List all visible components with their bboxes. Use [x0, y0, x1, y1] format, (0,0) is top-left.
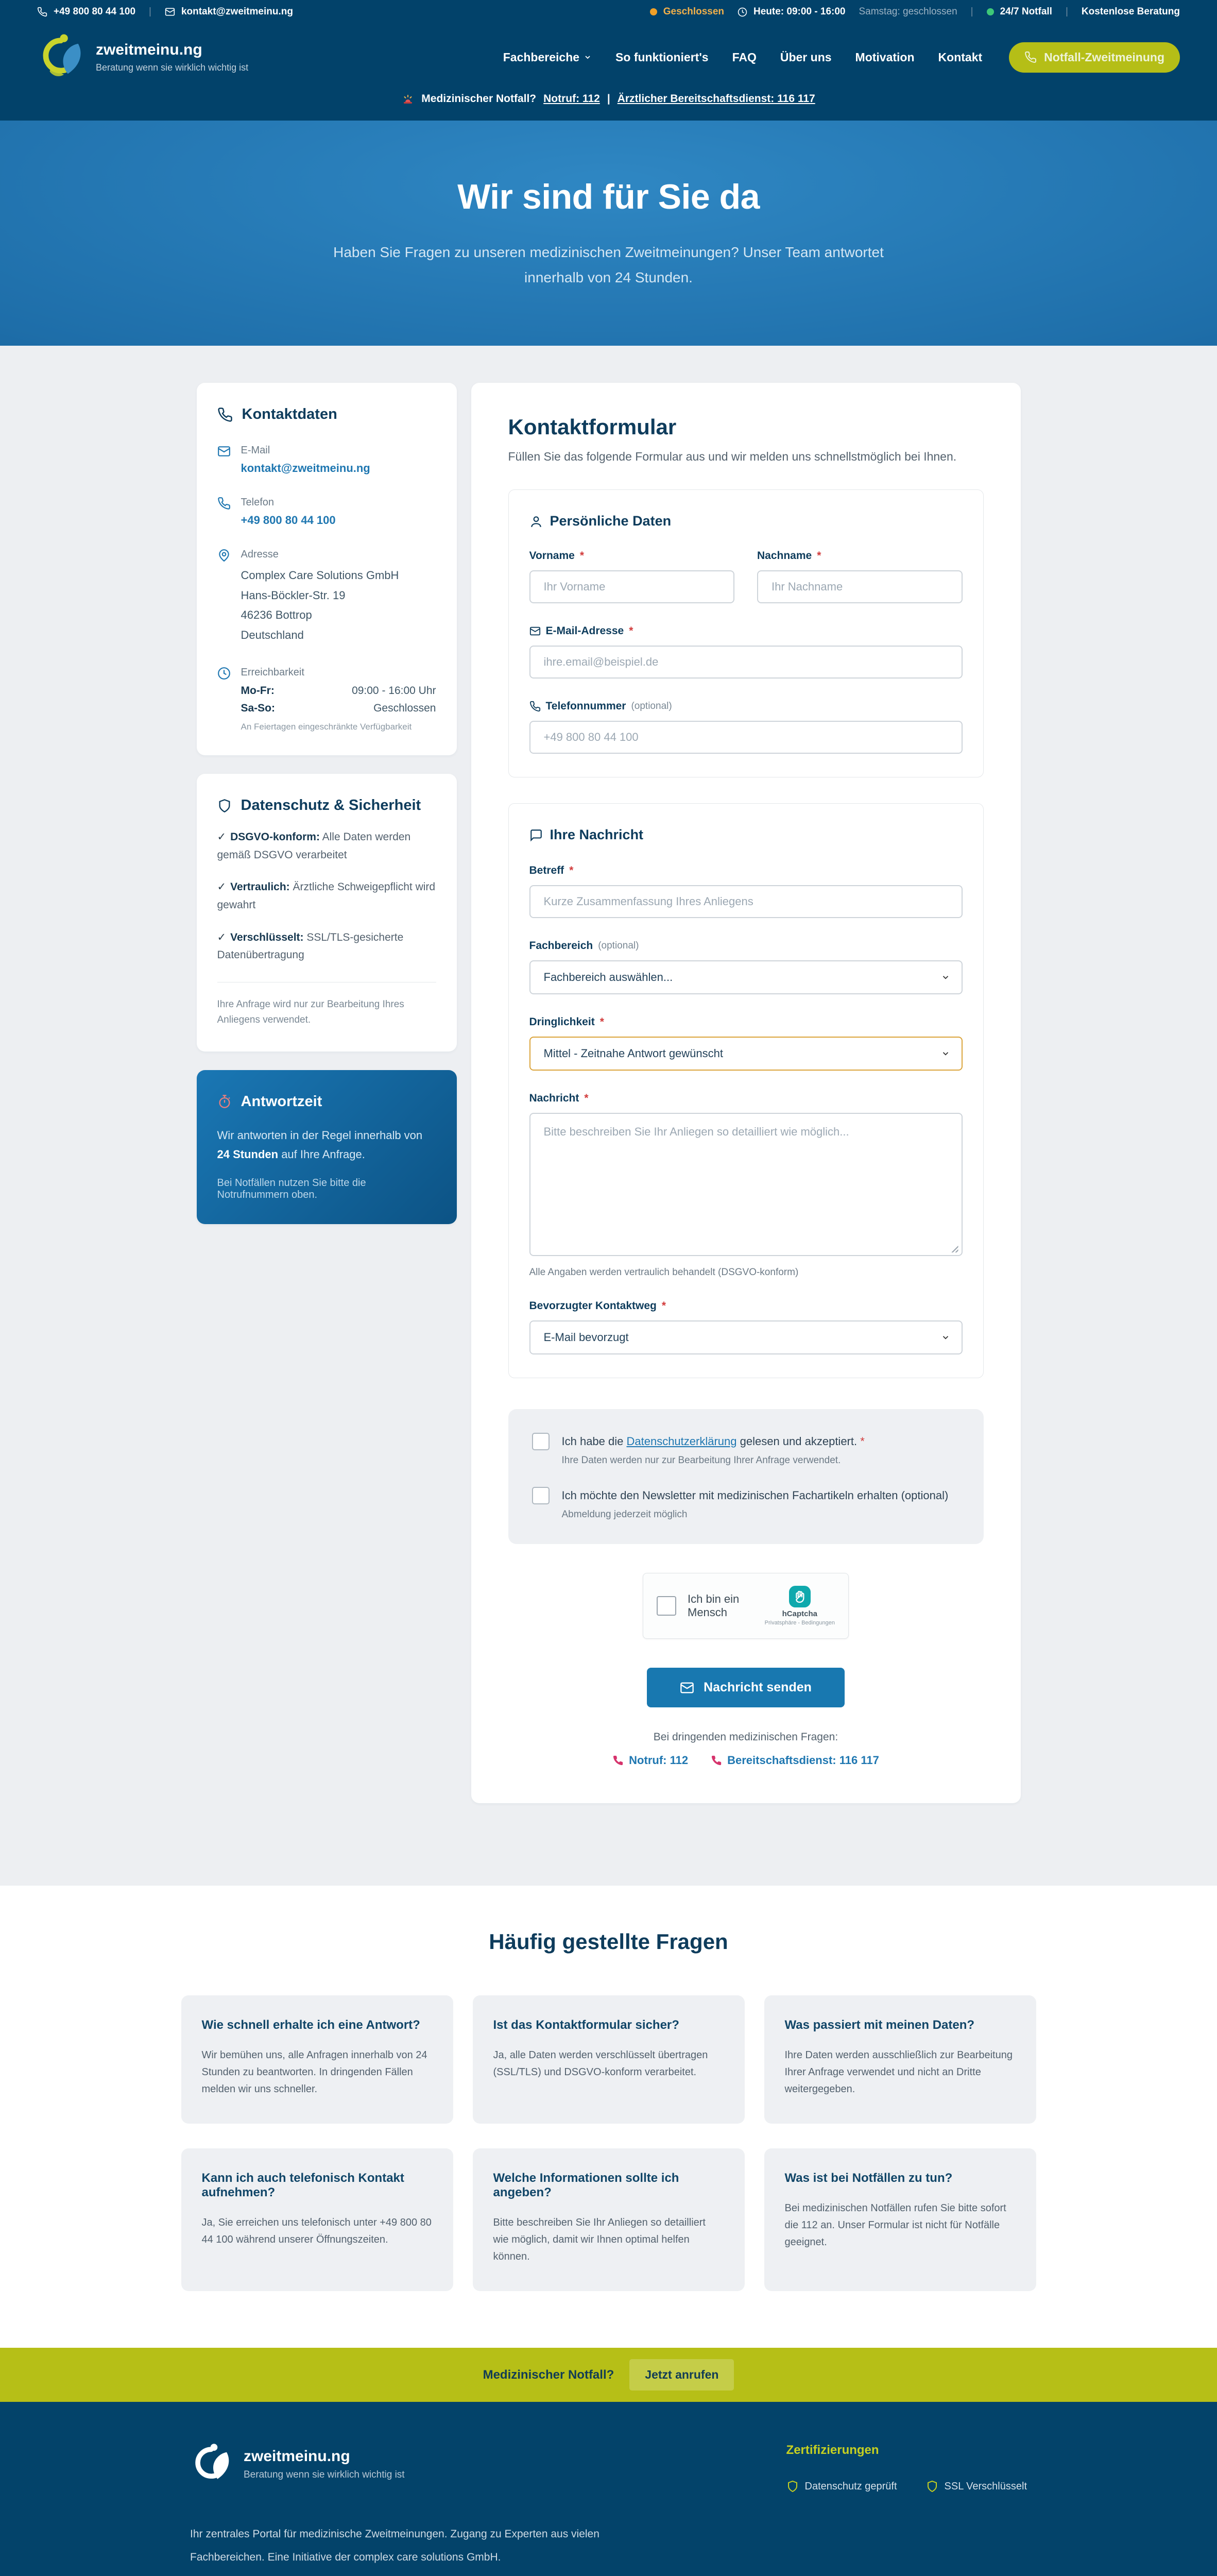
faq-card: Welche Informationen sollte ich angeben? Bitte beschreiben Sie Ihr Anliegen so detailliert wie möglich, damit wir Ihnen optimal helfen können. — [473, 2148, 745, 2291]
jetzt-anrufen-button[interactable]: Jetzt anrufen — [629, 2359, 734, 2391]
hcaptcha-brand — [765, 1586, 835, 1626]
privacy-note: Ihre Anfrage wird nur zur Bearbeitung Ihres Anliegens verwendet. — [217, 998, 404, 1026]
datenschutz-consent-row — [532, 1433, 960, 1466]
captcha-checkbox[interactable] — [657, 1596, 676, 1616]
zertifizierungen — [786, 2443, 1027, 2493]
footer-brand — [190, 2443, 405, 2485]
clock-icon — [738, 7, 747, 17]
today-hours: Heute: 09:00 - 16:00 — [753, 6, 846, 17]
card-title: Antwortzeit — [241, 1093, 322, 1110]
consent-subtext: Abmeldung jederzeit möglich — [561, 1509, 688, 1520]
antwortzeit-card — [197, 1070, 457, 1225]
stopwatch-icon — [217, 1094, 232, 1109]
nav-ueber-uns[interactable]: Über uns — [780, 50, 832, 64]
email-link[interactable]: kontakt@zweitmeinu.ng — [241, 462, 370, 474]
section-title: Persönliche Daten — [550, 513, 672, 529]
nav-fachbereiche[interactable]: Fachbereiche — [503, 50, 592, 64]
nachname-input[interactable] — [757, 570, 963, 603]
notfall-zweitmeinung-button[interactable]: Notfall-Zweitmeinung — [1009, 42, 1180, 73]
hero-subtitle: Haben Sie Fragen zu unseren medizinischen Zweitmeinungen? Unser Team antwortet innerhalb von 24 Stunden. — [333, 244, 884, 285]
clock-icon — [217, 667, 231, 680]
hero — [0, 121, 1217, 346]
address-row — [217, 549, 436, 645]
mail-icon — [529, 625, 541, 637]
phone-icon — [1024, 51, 1037, 63]
vorname-field-group: Vorname * Ihr Vorname — [529, 550, 735, 603]
nachricht-textarea[interactable] — [529, 1113, 963, 1256]
address-line: Hans-Böckler-Str. 19 — [241, 588, 346, 602]
datenschutz-checkbox[interactable] — [532, 1433, 550, 1450]
consent-text: Ich habe die Datenschutzerklärung gelesen und akzeptiert. * — [561, 1435, 865, 1448]
phone-icon — [217, 407, 233, 422]
phone-label: Telefon — [241, 497, 274, 508]
kontaktformular-card — [471, 383, 1021, 1803]
nav-faq[interactable]: FAQ — [732, 50, 757, 64]
main-section — [0, 346, 1217, 1886]
footer-brand-tagline: Beratung wenn sie wirklich wichtig ist — [244, 2469, 405, 2480]
fachbereich-label: Fachbereich — [529, 940, 593, 952]
form-privacy-note: Alle Angaben werden vertraulich behandelt (DSGVO-konform) — [529, 1267, 799, 1278]
kontaktweg-label: Bevorzugter Kontaktweg — [529, 1300, 657, 1312]
betreff-input[interactable] — [529, 885, 963, 918]
datenschutz-card — [197, 774, 457, 1052]
topbar-email: kontakt@zweitmeinu.ng — [181, 6, 293, 17]
emergency-prefix: Medizinischer Notfall? — [421, 93, 537, 105]
kontaktdaten-card — [197, 383, 457, 755]
kontaktweg-field-group: Bevorzugter Kontaktweg * E-Mail bevorzugt — [529, 1300, 963, 1354]
address-line: Complex Care Solutions GmbH — [241, 569, 399, 582]
email-label: E-Mail-Adresse — [545, 625, 624, 637]
saturday-hours: Samstag: geschlossen — [859, 6, 957, 17]
card-title: Kontaktdaten — [242, 406, 337, 422]
mail-icon — [217, 445, 231, 458]
emergency-bar — [0, 91, 1217, 121]
bereitschaftsdienst-link[interactable]: Bereitschaftsdienst: 116 117 — [711, 1754, 879, 1767]
address-label: Adresse — [241, 549, 279, 560]
phone-icon — [612, 1755, 624, 1766]
privacy-item: ✓ Verschlüsselt: SSL/TLS-gesicherte Datenübertragung — [217, 931, 404, 961]
address-line: 46236 Bottrop — [241, 608, 312, 621]
faq-card: Wie schnell erhalte ich eine Antwort? Wir bemühen uns, alle Anfragen innerhalb von 24 Stunden zu beantworten. In dringenden Fällen melden wir uns schneller. — [181, 1995, 453, 2124]
nachname-field-group: Nachname * Ihr Nachname — [757, 550, 963, 603]
footer — [0, 2402, 1217, 2576]
email-field-group: E-Mail-Adresse * ihre.email@beispiel.de — [529, 625, 963, 679]
newsletter-checkbox[interactable] — [532, 1487, 550, 1504]
persoenliche-daten-section — [508, 489, 984, 777]
hours-row — [217, 667, 436, 732]
faq-title: Häufig gestellte Fragen — [489, 1929, 728, 1954]
status-dot-orange — [650, 8, 657, 15]
status-indicator — [650, 6, 724, 18]
datenschutzerklaerung-link[interactable]: Datenschutzerklärung — [626, 1435, 737, 1448]
hours-note: An Feiertagen eingeschränkte Verfügbarkeit — [241, 722, 412, 732]
telefon-label: Telefonnummer — [545, 700, 626, 712]
topbar-email-link[interactable] — [165, 6, 293, 18]
notfall-label: 24/7 Notfall — [1000, 6, 1052, 17]
form-column — [471, 383, 1021, 1803]
separator: | — [970, 6, 973, 17]
chat-icon — [529, 828, 543, 842]
beratung-label: Kostenlose Beratung — [1081, 6, 1180, 17]
chevron-down-icon — [941, 973, 950, 982]
urgent-text: Bei dringenden medizinischen Fragen: — [653, 1731, 838, 1743]
phone-icon — [711, 1755, 722, 1766]
telefon-input[interactable] — [529, 721, 963, 754]
hcaptcha-icon — [789, 1586, 811, 1607]
fachbereich-field-group: Fachbereich (optional) Fachbereich auswählen... — [529, 940, 963, 994]
chevron-down-icon — [941, 1049, 950, 1058]
phone-link[interactable]: +49 800 80 44 100 — [241, 514, 336, 527]
nachricht-field-group: Nachricht * Bitte beschreiben Sie Ihr Anliegen so detailliert wie möglich... Alle Angaben werden vertraulich behandelt (DSGVO-konform) — [529, 1092, 963, 1278]
person-icon — [529, 515, 543, 528]
page-title: Wir sind für Sie da — [457, 177, 760, 216]
dringlichkeit-select[interactable]: Mittel - Zeitnahe Antwort gewünscht — [529, 1037, 963, 1071]
cert-title: Zertifizierungen — [786, 2443, 879, 2457]
captcha-label: Ich bin ein Mensch — [688, 1592, 740, 1619]
dringlichkeit-label: Dringlichkeit — [529, 1016, 595, 1028]
section-title: Ihre Nachricht — [550, 827, 644, 842]
separator: | — [607, 93, 610, 105]
phone-icon — [217, 497, 231, 510]
telefon-field-group: Telefonnummer (optional) +49 800 80 44 100 — [529, 700, 963, 754]
banner-text: Medizinischer Notfall? — [483, 2367, 614, 2382]
footer-brand-name: zweitmeinu.ng — [244, 2448, 350, 2465]
topbar-phone-link[interactable] — [37, 6, 135, 18]
phone-row — [217, 497, 436, 527]
mail-icon — [165, 7, 175, 17]
fachbereich-select[interactable]: Fachbereich auswählen... — [529, 960, 963, 994]
faq-card: Ist das Kontaktformular sicher? Ja, alle Daten werden verschlüsselt übertragen (SSL/TLS) und DSGVO-konform verarbeitet. — [473, 1995, 745, 2124]
kontaktweg-select[interactable]: E-Mail bevorzugt — [529, 1320, 963, 1354]
sidebar — [197, 383, 457, 1224]
hcaptcha-widget — [643, 1573, 849, 1639]
topbar — [0, 0, 1217, 24]
topbar-phone: +49 800 80 44 100 — [54, 6, 136, 17]
hcaptcha-name: hCaptcha — [782, 1609, 817, 1618]
map-pin-icon — [217, 549, 231, 562]
faq-section — [0, 1886, 1217, 2348]
shield-icon — [786, 2480, 799, 2493]
chevron-down-icon — [941, 1333, 950, 1342]
nav-so-funktionierts[interactable]: So funktioniert's — [615, 50, 709, 64]
consent-text: Ich möchte den Newsletter mit medizinischen Fachartikeln erhalten (optional) — [561, 1489, 949, 1502]
faq-card: Was ist bei Notfällen zu tun? Bei medizinischen Notfällen rufen Sie bitte sofort die 112 an. Unser Formular ist nicht für Notfälle geeignet. — [764, 2148, 1036, 2291]
logo-icon — [37, 33, 84, 81]
form-title: Kontaktformular — [508, 415, 677, 439]
email-row — [217, 445, 436, 475]
hours-entry: Sa-So: Geschlossen — [241, 702, 436, 714]
vorname-input[interactable] — [529, 570, 735, 603]
mail-icon — [680, 1681, 694, 1695]
privacy-item: ✓ DSGVO-konform: Alle Daten werden gemäß DSGVO verarbeitet — [217, 831, 411, 861]
status-label: Geschlossen — [663, 6, 725, 17]
header — [0, 24, 1217, 91]
main-nav — [503, 50, 982, 64]
phone-icon — [529, 701, 541, 712]
nachname-label: Nachname — [757, 550, 812, 562]
privacy-item: ✓ Vertraulich: Ärztliche Schweigepflicht wird gewahrt — [217, 881, 436, 911]
separator: | — [149, 6, 151, 17]
dringlichkeit-field-group: Dringlichkeit * Mittel - Zeitnahe Antwort gewünscht — [529, 1016, 963, 1071]
notruf-112-link[interactable]: Notruf: 112 — [612, 1754, 688, 1767]
hcaptcha-links[interactable]: Privatsphäre - Bedingungen — [764, 1620, 835, 1626]
brand-name: zweitmeinu.ng — [96, 41, 202, 58]
email-label: E-Mail — [241, 445, 270, 456]
shield-icon — [926, 2480, 938, 2493]
status-dot-green — [987, 8, 994, 15]
betreff-field-group: Betreff * Kurze Zusammenfassung Ihres Anliegens — [529, 865, 963, 918]
email-input[interactable] — [529, 646, 963, 679]
shield-icon — [217, 799, 232, 813]
brand-tagline: Beratung wenn sie wirklich wichtig ist — [96, 62, 249, 73]
consent-panel — [508, 1409, 984, 1544]
logo-icon — [190, 2443, 232, 2485]
nav-motivation[interactable]: Motivation — [855, 50, 915, 64]
chevron-down-icon — [584, 53, 592, 61]
faq-card: Kann ich auch telefonisch Kontakt aufnehmen? Ja, Sie erreichen uns telefonisch unter +49 800 80 44 100 während unserer Öffnungszeiten. — [181, 2148, 453, 2291]
footer-description: Ihr zentrales Portal für medizinische Zweitmeinungen. Zugang zu Experten aus vielen Fachbereichen. Eine Initiative der complex care solutions GmbH. — [190, 2528, 599, 2564]
response-note: Bei Notfällen nutzen Sie bitte die Notrufnummern oben. — [217, 1177, 366, 1201]
hours-entry: Mo-Fr: 09:00 - 16:00 Uhr — [241, 685, 436, 697]
response-text: Wir antworten in der Regel innerhalb von 24 Stunden auf Ihre Anfrage. — [217, 1128, 423, 1161]
notruf-link[interactable]: Notruf: 112 — [543, 93, 600, 105]
notfall-banner — [0, 2348, 1217, 2402]
card-title: Datenschutz & Sicherheit — [241, 797, 421, 814]
betreff-label: Betreff — [529, 865, 564, 876]
vorname-label: Vorname — [529, 550, 575, 562]
nachricht-section — [508, 803, 984, 1378]
brand[interactable] — [37, 33, 248, 81]
notfall-indicator — [987, 6, 1052, 18]
consent-subtext: Ihre Daten werden nur zur Bearbeitung Ihrer Anfrage verwendet. — [561, 1455, 841, 1466]
faq-card: Was passiert mit meinen Daten? Ihre Daten werden ausschließlich zur Bearbeitung Ihrer Anfrage verwendet und nicht an Dritte weitergegeben. — [764, 1995, 1036, 2124]
cert-datenschutz: Datenschutz geprüft — [786, 2480, 897, 2493]
urgent-info — [508, 1731, 984, 1767]
bereitschaftsdienst-link[interactable]: Ärztlicher Bereitschaftsdienst: 116 117 — [617, 93, 815, 105]
hours-label: Erreichbarkeit — [241, 667, 304, 678]
phone-icon — [37, 7, 47, 17]
form-subtitle: Füllen Sie das folgende Formular aus und wir melden uns schnellstmöglich bei Ihnen. — [508, 450, 957, 463]
nachricht-label: Nachricht — [529, 1092, 579, 1104]
siren-icon — [402, 93, 414, 105]
newsletter-consent-row — [532, 1487, 960, 1520]
address-line: Deutschland — [241, 628, 304, 641]
cert-ssl: SSL Verschlüsselt — [926, 2480, 1027, 2493]
opening-hours-today — [738, 6, 845, 18]
separator: | — [1065, 6, 1068, 17]
nav-kontakt[interactable]: Kontakt — [938, 50, 983, 64]
nachricht-senden-button[interactable]: Nachricht senden — [647, 1668, 845, 1707]
